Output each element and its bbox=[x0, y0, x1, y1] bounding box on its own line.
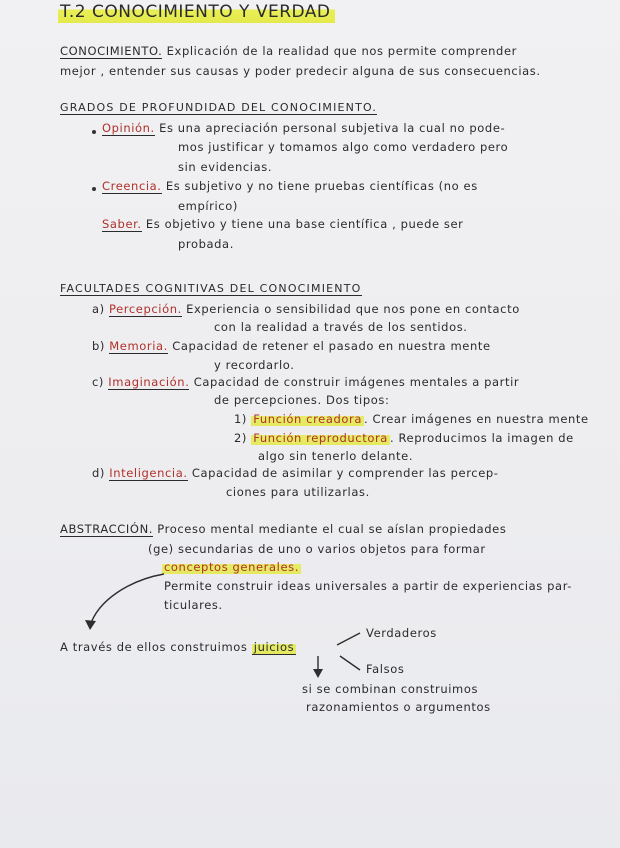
inteligencia-text-1: Capacidad de asimilar y comprender las percep- bbox=[191, 466, 499, 480]
marker-b: b) bbox=[92, 339, 105, 353]
memoria-text-1: Capacidad de retener el pasado en nuestra mente bbox=[172, 339, 491, 353]
marker-a: a) bbox=[92, 302, 105, 316]
abstraccion-term: ABSTRACCIÓN. bbox=[60, 522, 154, 536]
grados-heading-text: GRADOS DE PROFUNDIDAD DEL CONOCIMIENTO. bbox=[60, 101, 378, 114]
creencia-term: Creencia. bbox=[102, 179, 162, 193]
memoria-text-2: y recordarlo. bbox=[214, 358, 295, 372]
definition-text-1: Explicación de la realidad que nos permite comprender bbox=[166, 44, 517, 58]
arrow-to-falsos bbox=[340, 656, 360, 670]
subtype-2-text: . Reproducimos la imagen de bbox=[389, 431, 574, 445]
juicios-prefix: A través de ellos construimos bbox=[60, 640, 248, 654]
opinion-text-3: sin evidencias. bbox=[178, 160, 273, 174]
imaginacion-term: Imaginación. bbox=[108, 375, 190, 389]
falsos-label: Falsos bbox=[366, 662, 405, 676]
subtype-1-term: Función creadora bbox=[253, 412, 362, 426]
saber-text-1: Es objetivo y tiene una base científica , puede ser bbox=[145, 217, 464, 231]
curved-arrow bbox=[90, 574, 164, 626]
creencia-text-2: empírico) bbox=[178, 199, 238, 213]
down-arrow-head bbox=[313, 669, 323, 678]
imaginacion-text-2: de percepciones. Dos tipos: bbox=[214, 393, 390, 407]
verdaderos-label: Verdaderos bbox=[366, 626, 437, 640]
opinion-text-2: mos justificar y tomamos algo como verdadero pero bbox=[178, 140, 509, 154]
saber-term: Saber. bbox=[102, 217, 142, 231]
conceptos-term: conceptos generales. bbox=[164, 560, 299, 574]
definition-term: CONOCIMIENTO. bbox=[60, 44, 163, 58]
arrow-to-verdaderos bbox=[337, 633, 360, 645]
subtype-1-marker: 1) bbox=[234, 412, 248, 426]
juicios-term: juicios bbox=[253, 640, 295, 654]
creencia-text-1: Es subjetivo y no tiene pruebas científicas (no es bbox=[165, 179, 478, 193]
percepcion-text-2: con la realidad a través de los sentidos. bbox=[214, 320, 468, 334]
inteligencia-text-2: ciones para utilizarlas. bbox=[226, 485, 370, 499]
abstraccion-text-3: Permite construir ideas universales a partir de experiencias par- bbox=[164, 579, 573, 593]
inteligencia-term: Inteligencia. bbox=[109, 466, 188, 480]
opinion-text-1: Es una apreciación personal subjetiva la cual no pode- bbox=[159, 121, 506, 135]
abstraccion-text-2: (ge) secundarias de uno o varios objetos para formar bbox=[148, 542, 486, 556]
percepcion-text-1: Experiencia o sensibilidad que nos pone en contacto bbox=[186, 302, 520, 316]
opinion-term: Opinión. bbox=[102, 121, 155, 135]
subtype-2-term: Función reproductora bbox=[253, 431, 388, 445]
imaginacion-text-1: Capacidad de construir imágenes mentales a partir bbox=[193, 375, 520, 389]
saber-text-2: probada. bbox=[178, 237, 234, 251]
subtype-2-marker: 2) bbox=[234, 431, 248, 445]
subtype-2-text-2: algo sin tenerlo delante. bbox=[258, 449, 414, 463]
page-title: T.2 CONOCIMIENTO Y VERDAD bbox=[58, 2, 335, 23]
definition-text-2: mejor , entender sus causas y poder predecir alguna de sus consecuencias. bbox=[60, 64, 541, 78]
combine-text-2: razonamientos o argumentos bbox=[306, 700, 491, 714]
marker-d: d) bbox=[92, 466, 105, 480]
abstraccion-text-1: Proceso mental mediante el cual se aíslan propiedades bbox=[157, 522, 507, 536]
percepcion-term: Percepción. bbox=[109, 302, 182, 316]
marker-c: c) bbox=[92, 375, 105, 389]
facultades-heading-text: FACULTADES COGNITIVAS DEL CONOCIMIENTO bbox=[60, 282, 362, 295]
combine-text-1: si se combinan construimos bbox=[302, 682, 479, 696]
abstraccion-text-4: ticulares. bbox=[164, 598, 223, 612]
curved-arrow-head bbox=[85, 620, 96, 630]
subtype-1-text: . Crear imágenes en nuestra mente bbox=[363, 412, 589, 426]
memoria-term: Memoria. bbox=[109, 339, 168, 353]
